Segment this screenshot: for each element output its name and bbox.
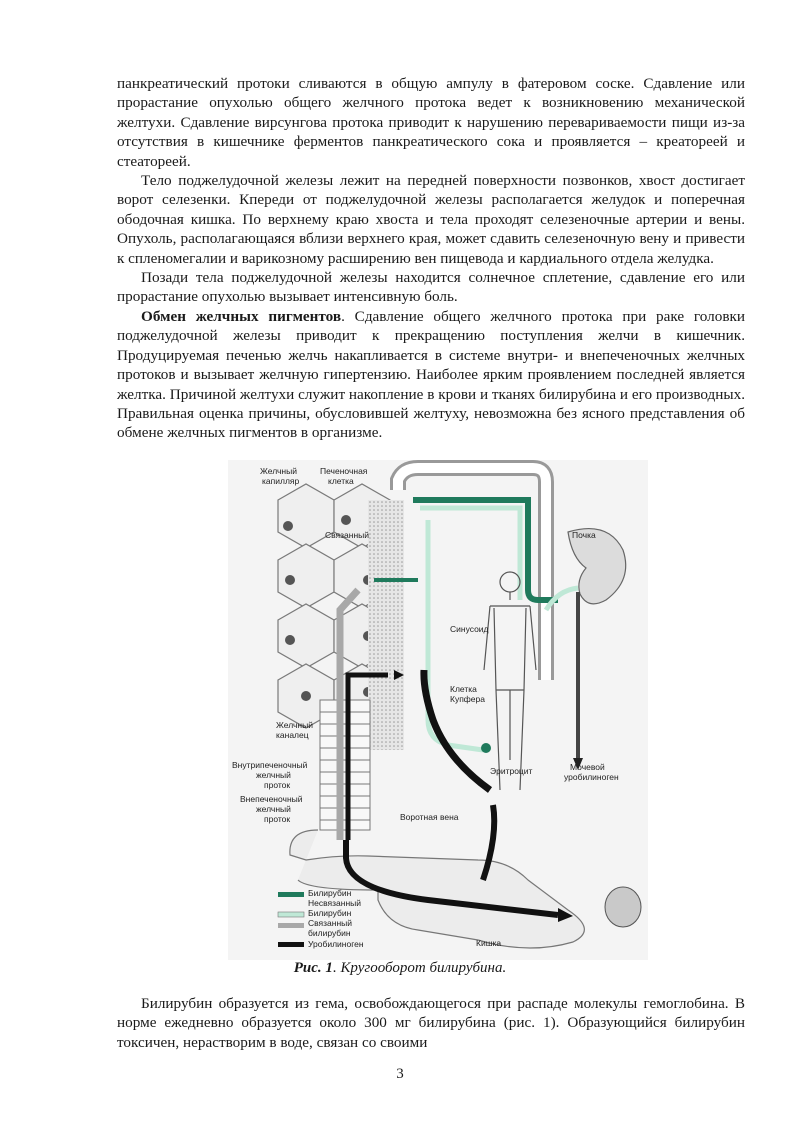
label-urine-urobilinogen-2: уробилиноген xyxy=(564,772,619,782)
legend-label-2: Билирубин xyxy=(308,908,352,918)
label-extrahepatic-3: проток xyxy=(264,814,291,824)
label-erythrocyte: Эритроцит xyxy=(490,766,533,776)
paragraph-2: Тело поджелудочной железы лежит на передней поверхности позвонков, хвост достигает ворот селезенки. Кпереди от поджелудочной железы располагается желудок и поперечная ободочная кишка. По верхнему краю хвоста и тела проходят селезеночные артерии и вены. Опухоль, располагающаяся вблизи верхнего края, может сдавить селезеночную вену и привести к спленомегалии и варикозному расширению вен пищевода и кардиального отдела желудка. xyxy=(117,172,745,267)
legend-label-4: Уробилиноген xyxy=(308,939,364,949)
label-bile-canal-1: Желчный xyxy=(276,720,313,730)
figure-caption xyxy=(0,960,800,977)
feces-shape xyxy=(605,887,641,927)
label-intestine: Кишка xyxy=(476,938,502,948)
erythrocyte-cell xyxy=(481,743,491,753)
paragraph-4 xyxy=(117,307,745,443)
label-urine-urobilinogen-1: Мочевой xyxy=(570,762,605,772)
bile-duct xyxy=(320,700,370,830)
paragraph-4-body: . Сдавление общего желчного протока при раке головки поджелудочной железы приводит к прекращению поступления желчи в кишечник. Продуцируемая печенью желчь накапливается в системе внутри- и внепеченочных желчных протоков и вызывает желчную гипертензию. Наиболее ярким проявлением последней является желтка. Причиной желтухи служит накопление в крови и тканях билирубина и его производных. Правильная оценка причины, обусловившей желтуху, невозможна без ясного представления об обмене желчных пигментов в организме. xyxy=(117,307,746,442)
legend-label-3b: билирубин xyxy=(308,928,351,938)
label-sinusoid: Синусоид xyxy=(450,624,489,634)
label-kupffer-2: Купфера xyxy=(450,694,485,704)
label-liver-cell-2: клетка xyxy=(328,476,354,486)
label-bound: Связанный xyxy=(325,530,370,540)
body-text-bottom xyxy=(117,994,745,1052)
body-text-top xyxy=(117,74,745,443)
bilirubin-cycle-figure xyxy=(228,460,648,960)
legend-swatch-urobilinogen xyxy=(278,942,304,947)
label-portal-vein: Воротная вена xyxy=(400,812,459,822)
legend-swatch-unconjugated xyxy=(278,892,304,897)
caption-text: . Кругооборот билирубина. xyxy=(332,960,507,976)
paragraph-3: Позади тела поджелудочной железы находится солнечное сплетение, сдавление его или прорастание опухолью вызывает интенсивную боль. xyxy=(117,269,745,306)
page-number: 3 xyxy=(396,1066,404,1082)
label-kidney: Почка xyxy=(572,530,596,540)
bilirubin-diagram xyxy=(228,460,648,960)
legend-swatch-conjugated xyxy=(278,923,304,928)
label-intrahepatic-3: проток xyxy=(264,780,291,790)
legend-label-1b: Несвязанный xyxy=(308,898,362,908)
label-kupffer-1: Клетка xyxy=(450,684,477,694)
paragraph-1: панкреатический протоки сливаются в общую ампулу в фатеровом соске. Сдавление или прорастание опухолью общего желчного протока ведет к возникновению механической желтухи. Сдавление вирсунгова протока приводит к нарушению перевариваемости пищи из-за отсутствия в кишечнике ферментов панкреатического сока и проявляется – креатореей и стеатореей. xyxy=(117,75,745,170)
legend-label-1a: Билирубин xyxy=(308,888,352,898)
label-bile-canal-2: каналец xyxy=(276,730,309,740)
sinusoid-wall xyxy=(368,500,404,750)
legend-label-3a: Связанный xyxy=(308,918,353,928)
label-intrahepatic-1: Внутрипеченочный xyxy=(232,760,308,770)
label-liver-cell-1: Печеночная xyxy=(320,466,368,476)
label-intrahepatic-2: желчный xyxy=(256,770,291,780)
section-heading-inline: Обмен желчных пигментов xyxy=(141,307,342,325)
label-extrahepatic-1: Внепеченочный xyxy=(240,794,303,804)
label-bile-capillary-2: капилляр xyxy=(262,476,300,486)
label-extrahepatic-2: желчный xyxy=(256,804,291,814)
paragraph-5: Билирубин образуется из гема, освобождающегося при распаде молекулы гемоглобина. В норме ежедневно образуется около 300 мг билирубина (рис. 1). Образующийся билирубин токсичен, нерастворим в воде, связан со своими xyxy=(117,995,745,1051)
label-bile-capillary-1: Желчный xyxy=(260,466,297,476)
legend-swatch-bilirubin xyxy=(278,912,304,917)
caption-figure-number: Рис. 1 xyxy=(293,960,333,976)
